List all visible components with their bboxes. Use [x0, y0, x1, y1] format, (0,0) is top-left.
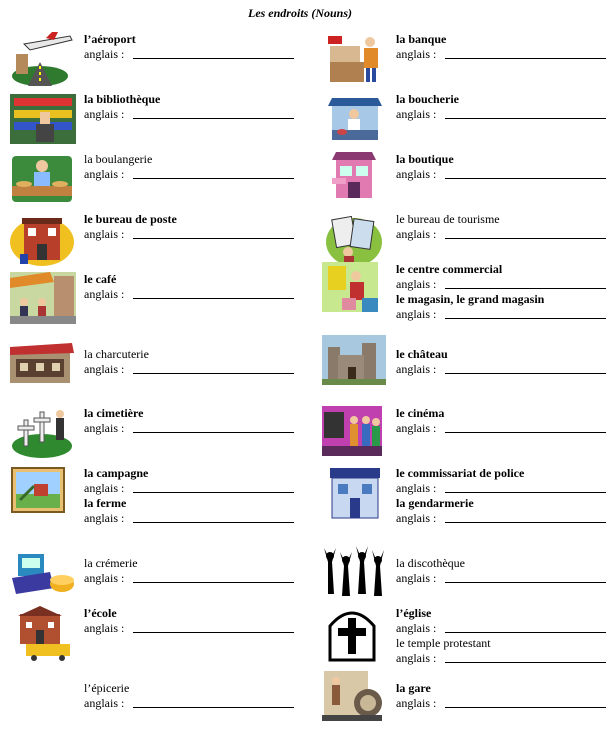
answer-blank[interactable] [445, 707, 606, 708]
bank-icon [322, 32, 388, 88]
entry-train-station [322, 681, 612, 743]
answer-blank[interactable] [133, 58, 294, 59]
cinema-icon [322, 406, 388, 462]
entry-term: le cinéma [396, 406, 445, 420]
entry-bank [322, 32, 612, 94]
train-station-icon [322, 669, 388, 725]
answer-label: anglais : [396, 696, 437, 710]
entry-term: l’épicerie [84, 681, 130, 695]
dairy-shop-icon [10, 544, 76, 600]
entry-school [10, 606, 300, 668]
entry-bakery [10, 152, 300, 214]
answer-label: anglais : [84, 481, 125, 495]
cemetery-icon [10, 406, 76, 462]
answer-label: anglais : [396, 481, 437, 495]
answer-label: anglais : [396, 651, 437, 665]
answer-blank[interactable] [445, 288, 606, 289]
entry-term: le café [84, 272, 117, 286]
castle-icon [322, 335, 388, 391]
entry-term: la boulangerie [84, 152, 153, 166]
entry-butcher [322, 92, 612, 154]
entry-term: le commissariat de police [396, 466, 525, 480]
answer-blank[interactable] [445, 582, 606, 583]
entry-church [322, 606, 612, 668]
entry-airport [10, 32, 300, 94]
entry-countryside [10, 466, 300, 528]
entry-term-secondary: la gendarmerie [396, 496, 474, 510]
answer-blank[interactable] [445, 318, 606, 319]
bakery-icon [10, 152, 76, 208]
page-title: Les endroits (Nouns) [247, 6, 352, 20]
answer-label: anglais : [396, 227, 437, 241]
entry-term: la campagne [84, 466, 149, 480]
answer-label: anglais : [396, 421, 437, 435]
church-icon [322, 606, 388, 662]
answer-blank[interactable] [133, 118, 294, 119]
answer-label: anglais : [396, 571, 437, 585]
post-office-icon [10, 212, 76, 268]
library-icon [10, 92, 76, 148]
answer-blank[interactable] [445, 432, 606, 433]
answer-label: anglais : [396, 47, 437, 61]
answer-label: anglais : [84, 107, 125, 121]
answer-blank[interactable] [133, 178, 294, 179]
entry-term: le bureau de poste [84, 212, 177, 226]
answer-blank[interactable] [445, 118, 606, 119]
countryside-icon [10, 466, 76, 522]
answer-blank[interactable] [133, 298, 294, 299]
deli-icon [10, 335, 76, 391]
entry-cinema [322, 406, 612, 468]
boutique-icon [322, 152, 388, 208]
entry-term: la bibliothèque [84, 92, 161, 106]
airport-icon [10, 32, 76, 88]
answer-label: anglais : [84, 167, 125, 181]
answer-label: anglais : [396, 167, 437, 181]
answer-blank[interactable] [445, 58, 606, 59]
police-station-icon [322, 466, 388, 522]
answer-label: anglais : [84, 287, 125, 301]
answer-blank[interactable] [133, 632, 294, 633]
answer-blank[interactable] [445, 632, 606, 633]
answer-label: anglais : [84, 511, 125, 525]
entry-cafe [10, 272, 300, 334]
entry-grocery [10, 681, 300, 743]
entry-term: la discothèque [396, 556, 465, 570]
answer-label: anglais : [396, 277, 437, 291]
answer-blank[interactable] [445, 662, 606, 663]
answer-blank[interactable] [133, 432, 294, 433]
entry-library [10, 92, 300, 154]
answer-label: anglais : [84, 421, 125, 435]
entry-term: l’école [84, 606, 117, 620]
entry-term: l’église [396, 606, 432, 620]
entry-term: le château [396, 347, 448, 361]
answer-label: anglais : [396, 307, 437, 321]
answer-blank[interactable] [133, 582, 294, 583]
entry-term: l’aéroport [84, 32, 136, 46]
entry-term-secondary: le temple protestant [396, 636, 491, 650]
entry-term: la boucherie [396, 92, 459, 106]
answer-blank[interactable] [133, 492, 294, 493]
answer-label: anglais : [396, 362, 437, 376]
mall-icon [322, 262, 388, 318]
entry-term: la gare [396, 681, 431, 695]
answer-label: anglais : [84, 362, 125, 376]
entry-term-secondary: le magasin, le grand magasin [396, 292, 545, 306]
tourist-office-icon [322, 212, 388, 268]
entry-cemetery [10, 406, 300, 468]
entry-mall [322, 262, 612, 328]
answer-label: anglais : [396, 511, 437, 525]
answer-blank[interactable] [445, 178, 606, 179]
entry-term: la crémerie [84, 556, 138, 570]
answer-blank[interactable] [133, 238, 294, 239]
answer-blank[interactable] [133, 707, 294, 708]
answer-label: anglais : [396, 107, 437, 121]
answer-blank[interactable] [445, 373, 606, 374]
school-icon [10, 606, 76, 662]
entry-deli [10, 347, 300, 409]
cafe-icon [10, 272, 76, 328]
answer-label: anglais : [396, 621, 437, 635]
answer-blank[interactable] [133, 522, 294, 523]
answer-label: anglais : [84, 571, 125, 585]
answer-label: anglais : [84, 227, 125, 241]
butcher-icon [322, 92, 388, 148]
answer-blank[interactable] [445, 238, 606, 239]
entry-police-station [322, 466, 612, 528]
answer-label: anglais : [84, 47, 125, 61]
entry-term: le centre commercial [396, 262, 503, 276]
entry-boutique [322, 152, 612, 214]
answer-blank[interactable] [445, 492, 606, 493]
entry-term: la cimetière [84, 406, 144, 420]
entry-post-office [10, 212, 300, 274]
answer-label: anglais : [84, 621, 125, 635]
answer-blank[interactable] [445, 522, 606, 523]
entry-term: la banque [396, 32, 447, 46]
entry-castle [322, 347, 612, 409]
entry-term: la charcuterie [84, 347, 149, 361]
answer-blank[interactable] [133, 373, 294, 374]
entry-term: le bureau de tourisme [396, 212, 500, 226]
disco-icon [322, 544, 388, 600]
entry-term-secondary: la ferme [84, 496, 127, 510]
answer-label: anglais : [84, 696, 125, 710]
entry-term: la boutique [396, 152, 454, 166]
